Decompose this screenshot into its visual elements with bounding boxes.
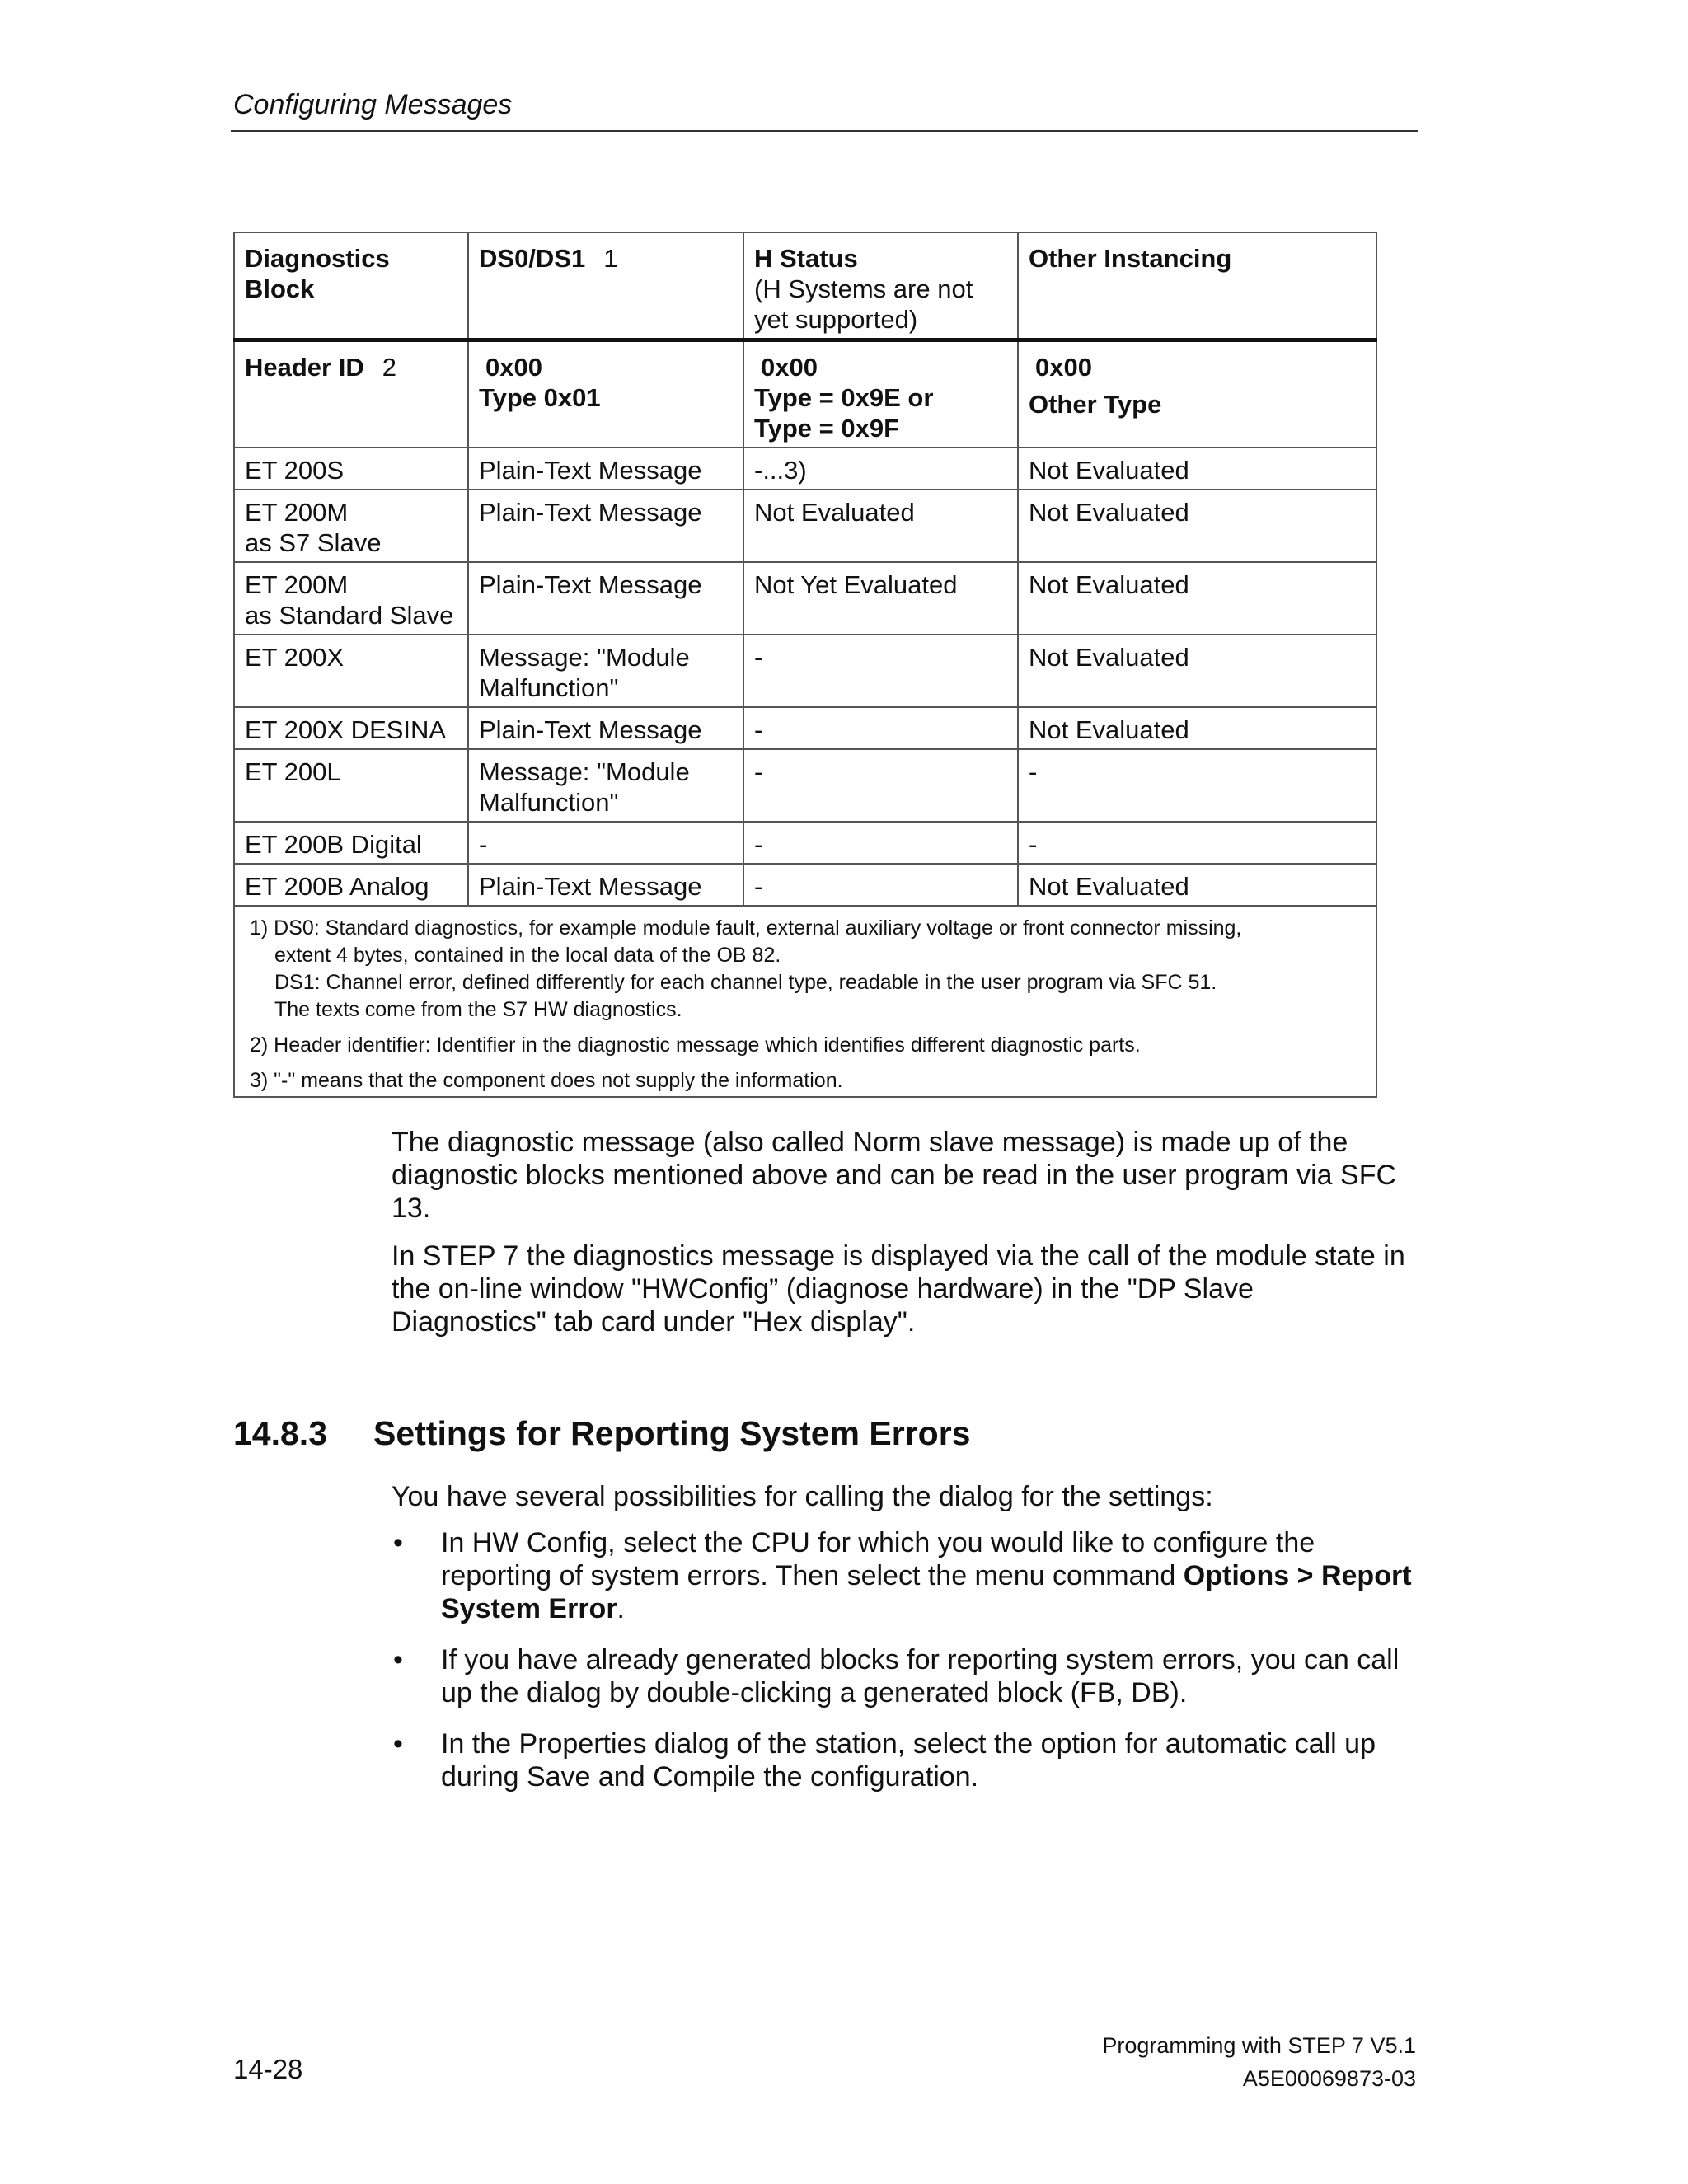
header-cell-ds0-ds1: DS0/DS1 1 [468,232,743,340]
table-cell: ET 200S [234,448,468,490]
table-cell: Message: "Module Malfunction" [468,635,743,707]
table-cell: ET 200B Digital [234,822,468,864]
section-body [392,1480,1414,1811]
menu-command: Options > Report System Error [441,1560,1412,1624]
table-row [234,490,1376,562]
page-number: 14-28 [233,2054,303,2084]
table-cell: - [743,822,1018,864]
header-id-other-cell: 0x00 Other Type [1018,340,1376,448]
footnote-2: 2) Header identifier: Identifier in the diagnostic message which identifies different diagnostic parts. [250,1033,1141,1057]
section-heading [233,1414,970,1453]
list-item: • If you have already generated blocks for reporting system errors, you can call up the dialog by double-clicking a generated block (FB, DB). [393,1644,1400,1708]
table-cell: - [743,864,1018,906]
section-title: Settings for Reporting System Errors [373,1414,971,1452]
table-row [234,707,1376,749]
header-id-cell: Header ID 2 [234,340,468,448]
table-row [234,562,1376,635]
list-item: • In the Properties dialog of the station, select the option for automatic call up during Save and Compile the configuration. [393,1728,1376,1793]
table-cell: - [1018,822,1376,864]
table-cell: Not Evaluated [1018,448,1376,490]
table-row [234,448,1376,490]
footnote-ref: 1 [603,244,618,273]
header-cell-diagnostics-block: Diagnostics Block [234,232,468,340]
table-header-row [234,232,1376,340]
footnote-1: 1) DS0: Standard diagnostics, for example module fault, external auxiliary voltage or front connector missing, extent 4 bytes, contained in the local data of the OB 82. DS1: Channel error, defined differently for each channel type, readable in the user program via SFC 51. The texts come from the S7 HW diagnostics. [250,916,1242,1021]
table-cell: -...3) [743,448,1018,490]
table-cell: ET 200X [234,635,468,707]
bullet-icon: • [393,1527,403,1558]
table-cell: ET 200M as S7 Slave [234,490,468,562]
table-row [234,864,1376,906]
table-cell: - [1018,749,1376,822]
bullet-icon: • [393,1728,403,1760]
book-title: Programming with STEP 7 V5.1 [1102,2033,1416,2058]
table-footnotes [234,906,1376,1097]
table-cell: Plain-Text Message [468,707,743,749]
table-cell: Not Evaluated [1018,635,1376,707]
table-cell: Not Evaluated [1018,864,1376,906]
table-cell: - [468,822,743,864]
table-cell: Not Yet Evaluated [743,562,1018,635]
table-cell: Message: "Module Malfunction" [468,749,743,822]
table-cell: ET 200B Analog [234,864,468,906]
table-cell: - [743,635,1018,707]
list-item: • In HW Config, select the CPU for which you would like to configure the reporting of system errors. Then select the menu command Options > Report System Error. [393,1527,1412,1624]
table-cell: ET 200M as Standard Slave [234,562,468,635]
table-row [234,749,1376,822]
table-row [234,822,1376,864]
bullet-list [392,1526,1414,1793]
body-paragraphs [392,1126,1414,1353]
table-cell: - [743,749,1018,822]
section-number: 14.8.3 [233,1414,327,1452]
table-cell: Not Evaluated [1018,490,1376,562]
table-cell: Plain-Text Message [468,490,743,562]
table-cell: Plain-Text Message [468,562,743,635]
header-id-ds0-cell: 0x00 Type 0x01 [468,340,743,448]
footnote-ref: 2 [382,353,396,382]
table-cell: Plain-Text Message [468,448,743,490]
table-row [234,635,1376,707]
running-header: Configuring Messages [233,89,513,120]
table-cell: ET 200X DESINA [234,707,468,749]
footnote-3: 3) "-" means that the component does not supply the information. [250,1069,843,1092]
paragraph: In STEP 7 the diagnostics message is displayed via the call of the module state in the on-line window "HWConfig” (diagnose hardware) in the "DP Slave Diagnostics" tab card under "Hex display". [392,1240,1405,1338]
table-cell: Not Evaluated [1018,707,1376,749]
table-cell: - [743,707,1018,749]
table-header-id-row [234,340,1376,448]
header-rule [231,130,1418,132]
footer-info [1102,2029,1416,2095]
table-cell: Not Evaluated [1018,562,1376,635]
table-cell: Plain-Text Message [468,864,743,906]
header-cell-h-status: H Status (H Systems are not yet supported) [743,232,1018,340]
header-cell-other-instancing: Other Instancing [1018,232,1376,340]
section-intro: You have several possibilities for calling the dialog for the settings: [392,1481,1213,1512]
header-id-h-status-cell: 0x00 Type = 0x9E or Type = 0x9F [743,340,1018,448]
doc-id: A5E00069873-03 [1242,2066,1416,2091]
diagnostics-table [233,232,1377,1098]
table-cell: ET 200L [234,749,468,822]
paragraph: The diagnostic message (also called Norm slave message) is made up of the diagnostic blocks mentioned above and can be read in the user program via SFC 13. [392,1127,1397,1224]
table-cell: Not Evaluated [743,490,1018,562]
bullet-icon: • [393,1644,403,1675]
table-footnotes-row [234,906,1376,1097]
